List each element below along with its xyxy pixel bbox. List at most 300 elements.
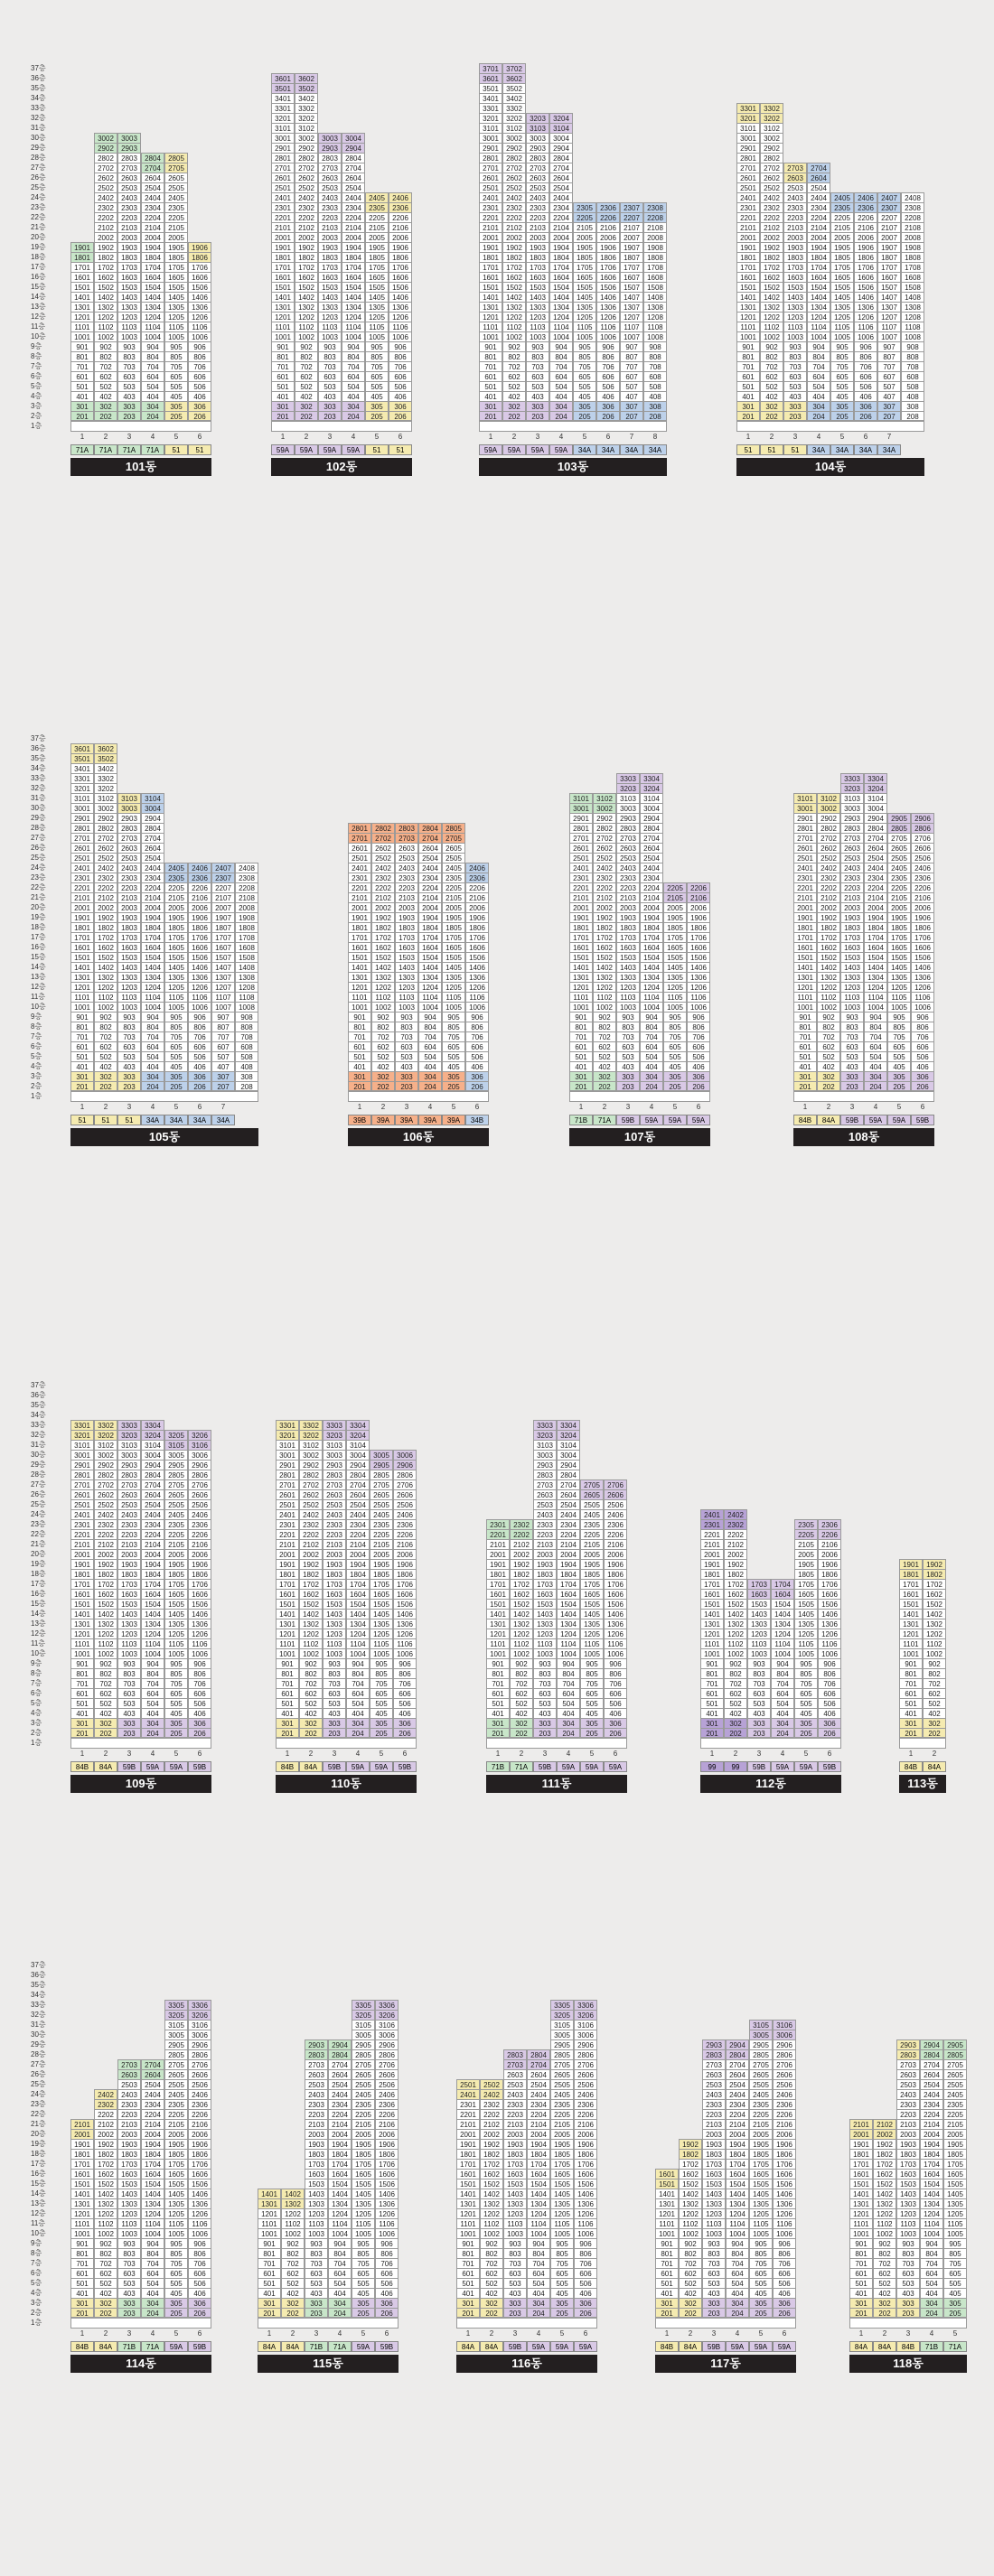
unit-cell[interactable]: 2101 [486,1539,510,1549]
unit-cell[interactable]: 1503 [318,282,342,292]
unit-cell[interactable]: 1601 [736,272,760,282]
unit-cell[interactable]: 703 [702,2258,726,2268]
unit-cell[interactable]: 3206 [188,2010,211,2020]
unit-cell[interactable]: 201 [899,1728,923,1738]
unit-cell[interactable]: 304 [557,1718,580,1728]
unit-cell[interactable]: 1106 [188,992,211,1002]
unit-cell[interactable]: 2204 [141,882,164,892]
unit-cell[interactable]: 1204 [141,312,164,322]
unit-cell[interactable]: 2001 [793,902,817,912]
unit-cell[interactable]: 701 [849,2258,873,2268]
unit-cell[interactable]: 2202 [502,212,526,222]
unit-cell[interactable]: 1103 [117,1638,141,1648]
unit-cell[interactable]: 1502 [817,952,840,962]
unit-cell[interactable]: 306 [188,2298,211,2308]
unit-cell[interactable]: 1905 [830,242,854,252]
unit-cell[interactable]: 2104 [527,2119,550,2129]
unit-cell[interactable]: 2504 [346,1499,370,1509]
unit-cell[interactable]: 1004 [527,2228,550,2238]
unit-cell[interactable]: 806 [604,1668,627,1678]
unit-cell[interactable]: 702 [817,1031,840,1041]
unit-cell[interactable]: 306 [854,401,877,411]
unit-cell[interactable]: 601 [479,371,502,381]
unit-cell[interactable]: 605 [164,1688,188,1698]
unit-cell[interactable]: 2803 [533,1470,557,1479]
unit-cell[interactable]: 1604 [807,272,830,282]
unit-cell[interactable]: 2601 [736,173,760,182]
unit-cell[interactable]: 2504 [328,2079,352,2089]
unit-cell[interactable]: 403 [533,1708,557,1718]
unit-cell[interactable]: 2702 [94,1479,117,1489]
unit-cell[interactable]: 804 [807,351,830,361]
unit-cell[interactable]: 305 [943,2298,967,2308]
unit-cell[interactable]: 605 [943,2268,967,2278]
unit-cell[interactable]: 1805 [442,922,465,932]
unit-cell[interactable]: 403 [318,391,342,401]
unit-cell[interactable]: 403 [896,2288,920,2298]
unit-cell[interactable]: 2402 [94,192,117,202]
unit-cell[interactable]: 1804 [346,1569,370,1579]
unit-cell[interactable]: 1906 [188,2139,211,2149]
unit-cell[interactable]: 505 [749,2278,773,2288]
unit-cell[interactable]: 2503 [117,182,141,192]
unit-cell[interactable]: 1807 [877,252,901,262]
unit-cell[interactable]: 406 [188,391,211,401]
unit-cell[interactable]: 601 [70,1688,94,1698]
unit-cell[interactable]: 1902 [923,1559,946,1569]
unit-cell[interactable]: 1105 [830,322,854,331]
unit-cell[interactable]: 1301 [258,2198,281,2208]
unit-cell[interactable]: 1702 [295,262,318,272]
unit-cell[interactable]: 3204 [557,1430,580,1440]
unit-cell[interactable]: 3502 [94,753,117,763]
unit-cell[interactable]: 1303 [702,2198,726,2208]
unit-cell[interactable]: 2101 [736,222,760,232]
unit-cell[interactable]: 907 [877,341,901,351]
unit-cell[interactable]: 1903 [896,2139,920,2149]
unit-cell[interactable]: 1405 [442,962,465,972]
unit-cell[interactable]: 203 [616,1081,640,1091]
unit-cell[interactable]: 1302 [281,2198,305,2208]
unit-cell[interactable]: 2402 [94,1509,117,1519]
unit-cell[interactable]: 504 [557,1698,580,1708]
unit-cell[interactable]: 1801 [793,922,817,932]
unit-cell[interactable]: 2202 [94,212,117,222]
unit-cell[interactable]: 1603 [323,1589,346,1599]
unit-cell[interactable]: 1002 [593,1002,616,1012]
unit-cell[interactable]: 2806 [188,2049,211,2059]
unit-cell[interactable]: 1104 [346,1638,370,1648]
unit-cell[interactable]: 1703 [117,932,141,942]
unit-cell[interactable]: 2106 [596,222,620,232]
unit-cell[interactable]: 1406 [773,2189,796,2198]
unit-cell[interactable]: 606 [854,371,877,381]
unit-cell[interactable]: 1502 [760,282,783,292]
unit-cell[interactable]: 2504 [864,853,887,863]
unit-cell[interactable]: 705 [943,2258,967,2268]
unit-cell[interactable]: 905 [442,1012,465,1022]
unit-cell[interactable]: 705 [573,361,596,371]
unit-cell[interactable]: 3106 [188,1440,211,1450]
unit-cell[interactable]: 1105 [943,2218,967,2228]
unit-cell[interactable]: 1106 [911,992,934,1002]
unit-cell[interactable]: 1306 [188,972,211,982]
unit-cell[interactable]: 1801 [271,252,295,262]
unit-cell[interactable]: 1806 [818,1569,841,1579]
unit-cell[interactable]: 704 [920,2258,943,2268]
unit-cell[interactable]: 706 [393,1678,417,1688]
unit-cell[interactable]: 503 [896,2278,920,2288]
unit-cell[interactable]: 1703 [526,262,549,272]
unit-cell[interactable]: 3303 [616,773,640,783]
unit-cell[interactable]: 608 [643,371,667,381]
unit-cell[interactable]: 3104 [141,1440,164,1450]
unit-cell[interactable]: 401 [70,1708,94,1718]
unit-cell[interactable]: 2802 [502,153,526,163]
unit-cell[interactable]: 2406 [604,1509,627,1519]
unit-cell[interactable]: 1604 [726,2169,749,2179]
unit-cell[interactable]: 2002 [724,1549,747,1559]
unit-cell[interactable]: 601 [70,371,94,381]
unit-cell[interactable]: 1902 [94,242,117,252]
unit-cell[interactable]: 904 [807,341,830,351]
unit-cell[interactable]: 908 [235,1012,258,1022]
unit-cell[interactable]: 2306 [773,2099,796,2109]
unit-cell[interactable]: 505 [164,1051,188,1061]
unit-cell[interactable]: 2101 [70,2119,94,2129]
unit-cell[interactable]: 1802 [94,252,117,262]
unit-cell[interactable]: 1205 [352,2208,375,2218]
unit-cell[interactable]: 1006 [604,1648,627,1658]
unit-cell[interactable]: 1908 [901,242,924,252]
unit-cell[interactable]: 2903 [896,2039,920,2049]
unit-cell[interactable]: 1601 [271,272,295,282]
unit-cell[interactable]: 601 [700,1688,724,1698]
unit-cell[interactable]: 2307 [620,202,643,212]
unit-cell[interactable]: 2403 [533,1509,557,1519]
unit-cell[interactable]: 1304 [342,302,365,312]
unit-cell[interactable]: 3106 [574,2020,597,2030]
unit-cell[interactable]: 2002 [94,232,117,242]
unit-cell[interactable]: 2501 [569,853,593,863]
unit-cell[interactable]: 701 [899,1678,923,1688]
unit-cell[interactable]: 2205 [370,1529,393,1539]
unit-cell[interactable]: 2701 [348,833,371,843]
unit-cell[interactable]: 2203 [395,882,418,892]
unit-cell[interactable]: 1706 [188,262,211,272]
unit-cell[interactable]: 2606 [188,2069,211,2079]
unit-cell[interactable]: 2705 [442,833,465,843]
unit-cell[interactable]: 2505 [352,2079,375,2089]
unit-cell[interactable]: 1005 [164,1002,188,1012]
unit-cell[interactable]: 1005 [749,2228,773,2238]
unit-cell[interactable]: 1904 [527,2139,550,2149]
unit-cell[interactable]: 1502 [94,1599,117,1609]
unit-cell[interactable]: 203 [526,411,549,421]
unit-cell[interactable]: 1706 [773,2159,796,2169]
unit-cell[interactable]: 205 [164,2308,188,2318]
unit-cell[interactable]: 1605 [164,942,188,952]
unit-cell[interactable]: 306 [188,401,211,411]
unit-cell[interactable]: 2105 [164,222,188,232]
unit-cell[interactable]: 3106 [188,2020,211,2030]
unit-cell[interactable]: 2303 [117,2099,141,2109]
unit-cell[interactable]: 2205 [164,212,188,222]
unit-cell[interactable]: 806 [911,1022,934,1031]
unit-cell[interactable]: 2204 [549,212,573,222]
unit-cell[interactable]: 2906 [375,2039,399,2049]
unit-cell[interactable]: 803 [117,2248,141,2258]
unit-cell[interactable]: 3303 [533,1420,557,1430]
unit-cell[interactable]: 3006 [375,2030,399,2039]
unit-cell[interactable]: 905 [164,1012,188,1022]
unit-cell[interactable]: 1204 [549,312,573,322]
unit-cell[interactable]: 602 [295,371,318,381]
unit-cell[interactable]: 1101 [849,2218,873,2228]
unit-cell[interactable]: 1404 [527,2189,550,2198]
unit-cell[interactable]: 505 [442,1051,465,1061]
unit-cell[interactable]: 1406 [911,962,934,972]
unit-cell[interactable]: 1304 [141,972,164,982]
unit-cell[interactable]: 502 [295,381,318,391]
unit-cell[interactable]: 2005 [749,2129,773,2139]
unit-cell[interactable]: 401 [569,1061,593,1071]
unit-cell[interactable]: 1802 [679,2149,702,2159]
unit-cell[interactable]: 2302 [94,873,117,882]
unit-cell[interactable]: 306 [596,401,620,411]
unit-cell[interactable]: 308 [235,1071,258,1081]
unit-cell[interactable]: 1302 [94,302,117,312]
unit-cell[interactable]: 2805 [749,2049,773,2059]
unit-cell[interactable]: 802 [502,351,526,361]
unit-cell[interactable]: 2406 [773,2089,796,2099]
unit-cell[interactable]: 2702 [502,163,526,173]
unit-cell[interactable]: 2308 [901,202,924,212]
unit-cell[interactable]: 1004 [864,1002,887,1012]
unit-cell[interactable]: 1007 [620,331,643,341]
unit-cell[interactable]: 2605 [442,843,465,853]
unit-cell[interactable]: 206 [188,2308,211,2318]
unit-cell[interactable]: 604 [346,1688,370,1698]
unit-cell[interactable]: 202 [281,2308,305,2318]
unit-cell[interactable]: 705 [164,1678,188,1688]
unit-cell[interactable]: 2104 [141,892,164,902]
unit-cell[interactable]: 2305 [943,2099,967,2109]
unit-cell[interactable]: 2101 [849,2119,873,2129]
unit-cell[interactable]: 2103 [323,1539,346,1549]
unit-cell[interactable]: 602 [502,371,526,381]
unit-cell[interactable]: 1502 [510,1599,533,1609]
unit-cell[interactable]: 805 [164,1022,188,1031]
unit-cell[interactable]: 501 [736,381,760,391]
unit-cell[interactable]: 1804 [141,2149,164,2159]
unit-cell[interactable]: 1308 [643,302,667,312]
unit-cell[interactable]: 1706 [574,2159,597,2169]
unit-cell[interactable]: 1604 [771,1589,794,1599]
unit-cell[interactable]: 1906 [687,912,710,922]
unit-cell[interactable]: 802 [817,1022,840,1031]
unit-cell[interactable]: 901 [486,1658,510,1668]
unit-cell[interactable]: 2504 [527,2079,550,2089]
unit-cell[interactable]: 1502 [295,282,318,292]
unit-cell[interactable]: 1006 [911,1002,934,1012]
unit-cell[interactable]: 2201 [70,882,94,892]
unit-cell[interactable]: 1206 [773,2208,796,2218]
unit-cell[interactable]: 801 [849,2248,873,2258]
unit-cell[interactable]: 1404 [640,962,663,972]
unit-cell[interactable]: 2304 [807,202,830,212]
unit-cell[interactable]: 2901 [70,813,94,823]
unit-cell[interactable]: 806 [854,351,877,361]
unit-cell[interactable]: 1802 [299,1569,323,1579]
unit-cell[interactable]: 2904 [864,813,887,823]
unit-cell[interactable]: 1706 [188,2159,211,2169]
unit-cell[interactable]: 1401 [736,292,760,302]
unit-cell[interactable]: 1205 [794,1629,818,1638]
unit-cell[interactable]: 902 [94,2238,117,2248]
unit-cell[interactable]: 2105 [370,1539,393,1549]
unit-cell[interactable]: 403 [747,1708,771,1718]
unit-cell[interactable]: 1001 [736,331,760,341]
unit-cell[interactable]: 3206 [375,2010,399,2020]
unit-cell[interactable]: 1505 [573,282,596,292]
unit-cell[interactable]: 1604 [920,2169,943,2179]
unit-cell[interactable]: 1605 [365,272,389,282]
unit-cell[interactable]: 1506 [188,1599,211,1609]
unit-cell[interactable]: 2903 [305,2039,328,2049]
unit-cell[interactable]: 405 [164,391,188,401]
unit-cell[interactable]: 1004 [726,2228,749,2238]
unit-cell[interactable]: 1508 [235,952,258,962]
unit-cell[interactable]: 1506 [596,282,620,292]
unit-cell[interactable]: 1104 [418,992,442,1002]
unit-cell[interactable]: 1405 [943,2189,967,2198]
unit-cell[interactable]: 1401 [456,2189,480,2198]
unit-cell[interactable]: 2505 [164,182,188,192]
unit-cell[interactable]: 1904 [864,912,887,922]
unit-cell[interactable]: 1504 [920,2179,943,2189]
unit-cell[interactable]: 801 [793,1022,817,1031]
unit-cell[interactable]: 1704 [418,932,442,942]
unit-cell[interactable]: 402 [923,1708,946,1718]
unit-cell[interactable]: 3103 [533,1440,557,1450]
unit-cell[interactable]: 1703 [533,1579,557,1589]
unit-cell[interactable]: 2401 [70,863,94,873]
unit-cell[interactable]: 1204 [527,2208,550,2218]
unit-cell[interactable]: 605 [749,2268,773,2278]
unit-cell[interactable]: 1505 [830,282,854,292]
unit-cell[interactable]: 1508 [901,282,924,292]
unit-cell[interactable]: 1905 [943,2139,967,2149]
unit-cell[interactable]: 2001 [486,1549,510,1559]
unit-cell[interactable]: 2305 [794,1519,818,1529]
unit-cell[interactable]: 2304 [141,1519,164,1529]
unit-cell[interactable]: 2006 [911,902,934,912]
unit-cell[interactable]: 1705 [352,2159,375,2169]
unit-cell[interactable]: 2805 [442,823,465,833]
unit-cell[interactable]: 1506 [188,282,211,292]
unit-cell[interactable]: 1205 [580,1629,604,1638]
unit-cell[interactable]: 1905 [164,1559,188,1569]
unit-cell[interactable]: 1504 [807,282,830,292]
unit-cell[interactable]: 1103 [783,322,807,331]
unit-cell[interactable]: 3206 [574,2010,597,2020]
unit-cell[interactable]: 503 [323,1698,346,1708]
unit-cell[interactable]: 502 [593,1051,616,1061]
unit-cell[interactable]: 1701 [569,932,593,942]
unit-cell[interactable]: 1605 [573,272,596,282]
unit-cell[interactable]: 802 [371,1022,395,1031]
unit-cell[interactable]: 1205 [164,982,188,992]
unit-cell[interactable]: 2506 [773,2079,796,2089]
unit-cell[interactable]: 1903 [533,1559,557,1569]
unit-cell[interactable]: 1802 [371,922,395,932]
unit-cell[interactable]: 205 [663,1081,687,1091]
unit-cell[interactable]: 2503 [783,182,807,192]
unit-cell[interactable]: 2205 [442,882,465,892]
unit-cell[interactable]: 1604 [141,272,164,282]
unit-cell[interactable]: 1206 [574,2208,597,2218]
unit-cell[interactable]: 2306 [393,1519,417,1529]
unit-cell[interactable]: 1602 [371,942,395,952]
unit-cell[interactable]: 2107 [620,222,643,232]
unit-cell[interactable]: 1403 [117,962,141,972]
unit-cell[interactable]: 302 [873,2298,896,2308]
unit-cell[interactable]: 301 [486,1718,510,1728]
unit-cell[interactable]: 1405 [164,1609,188,1619]
unit-cell[interactable]: 2604 [342,173,365,182]
unit-cell[interactable]: 1006 [465,1002,489,1012]
unit-cell[interactable]: 3005 [352,2030,375,2039]
unit-cell[interactable]: 2403 [117,192,141,202]
unit-cell[interactable]: 1203 [318,312,342,322]
unit-cell[interactable]: 1101 [456,2218,480,2228]
unit-cell[interactable]: 1405 [352,2189,375,2198]
unit-cell[interactable]: 1905 [550,2139,574,2149]
unit-cell[interactable]: 203 [533,1728,557,1738]
unit-cell[interactable]: 502 [502,381,526,391]
unit-cell[interactable]: 805 [749,2248,773,2258]
unit-cell[interactable]: 801 [700,1668,724,1678]
unit-cell[interactable]: 204 [328,2308,352,2318]
unit-cell[interactable]: 1708 [235,932,258,942]
unit-cell[interactable]: 1203 [702,2208,726,2218]
unit-cell[interactable]: 901 [70,341,94,351]
unit-cell[interactable]: 505 [550,2278,574,2288]
unit-cell[interactable]: 706 [465,1031,489,1041]
unit-cell[interactable]: 1103 [896,2218,920,2228]
unit-cell[interactable]: 605 [580,1688,604,1698]
unit-cell[interactable]: 2102 [94,1539,117,1549]
unit-cell[interactable]: 1806 [596,252,620,262]
unit-cell[interactable]: 905 [943,2238,967,2248]
unit-cell[interactable]: 1401 [348,962,371,972]
unit-cell[interactable]: 1803 [533,1569,557,1579]
unit-cell[interactable]: 1004 [418,1002,442,1012]
unit-cell[interactable]: 1404 [864,962,887,972]
unit-cell[interactable]: 2303 [117,1519,141,1529]
unit-cell[interactable]: 604 [864,1041,887,1051]
unit-cell[interactable]: 1306 [389,302,412,312]
unit-cell[interactable]: 1501 [793,952,817,962]
unit-cell[interactable]: 1008 [901,331,924,341]
unit-cell[interactable]: 2002 [94,902,117,912]
unit-cell[interactable]: 302 [502,401,526,411]
unit-cell[interactable]: 305 [365,401,389,411]
unit-cell[interactable]: 1705 [580,1579,604,1589]
unit-cell[interactable]: 901 [258,2238,281,2248]
unit-cell[interactable]: 406 [188,1061,211,1071]
